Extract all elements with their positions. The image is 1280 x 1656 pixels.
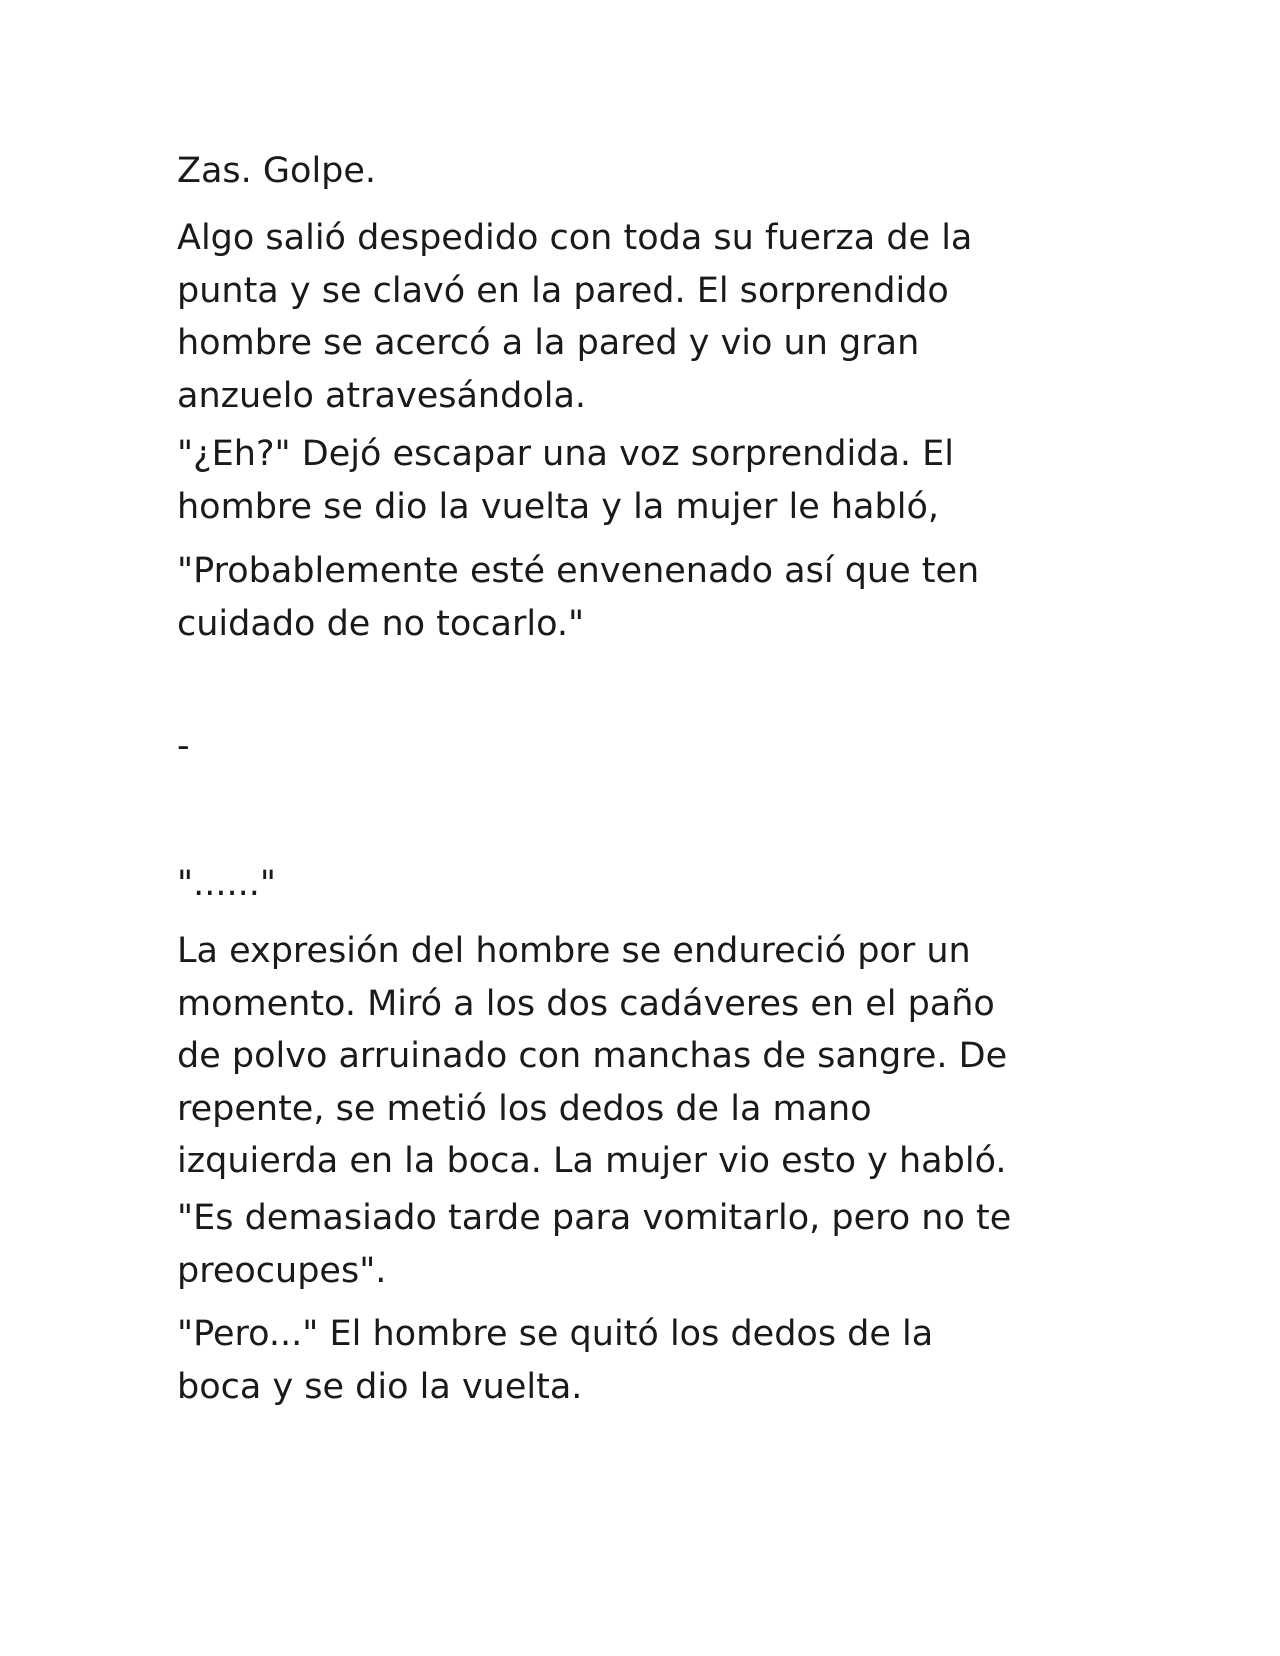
paragraph-5: La expresión del hombre se endureció por un momento. Miró a los dos cadáveres en el paño de polvo arruinado con manchas de sangre. De repente, se metió los dedos de la mano izquierda en la boca. La mujer vio esto y habló. [177, 931, 1008, 1181]
paragraph-7: "Pero..." El hombre se quitó los dedos de la boca y se dio la vuelta. [177, 1314, 934, 1407]
paragraph-3: "¿Eh?" Dejó escapar una voz sorprendida. El hombre se dio la vuelta y la mujer le habló, [177, 434, 955, 527]
section-break-dash: - [177, 726, 190, 766]
paragraph-ellipsis: "......" [177, 864, 276, 904]
paragraph-6: "Es demasiado tarde para vomitarlo, pero no te preocupes". [177, 1198, 1012, 1291]
paragraph-4: "Probablemente esté envenenado así que ten cuidado de no tocarlo." [177, 551, 980, 644]
paragraph-1: Zas. Golpe. [177, 151, 377, 191]
paragraph-2: Algo salió despedido con toda su fuerza de la punta y se clavó en la pared. El sorprendido hombre se acercó a la pared y vio un gran anzuelo atravesándola. [177, 218, 973, 416]
